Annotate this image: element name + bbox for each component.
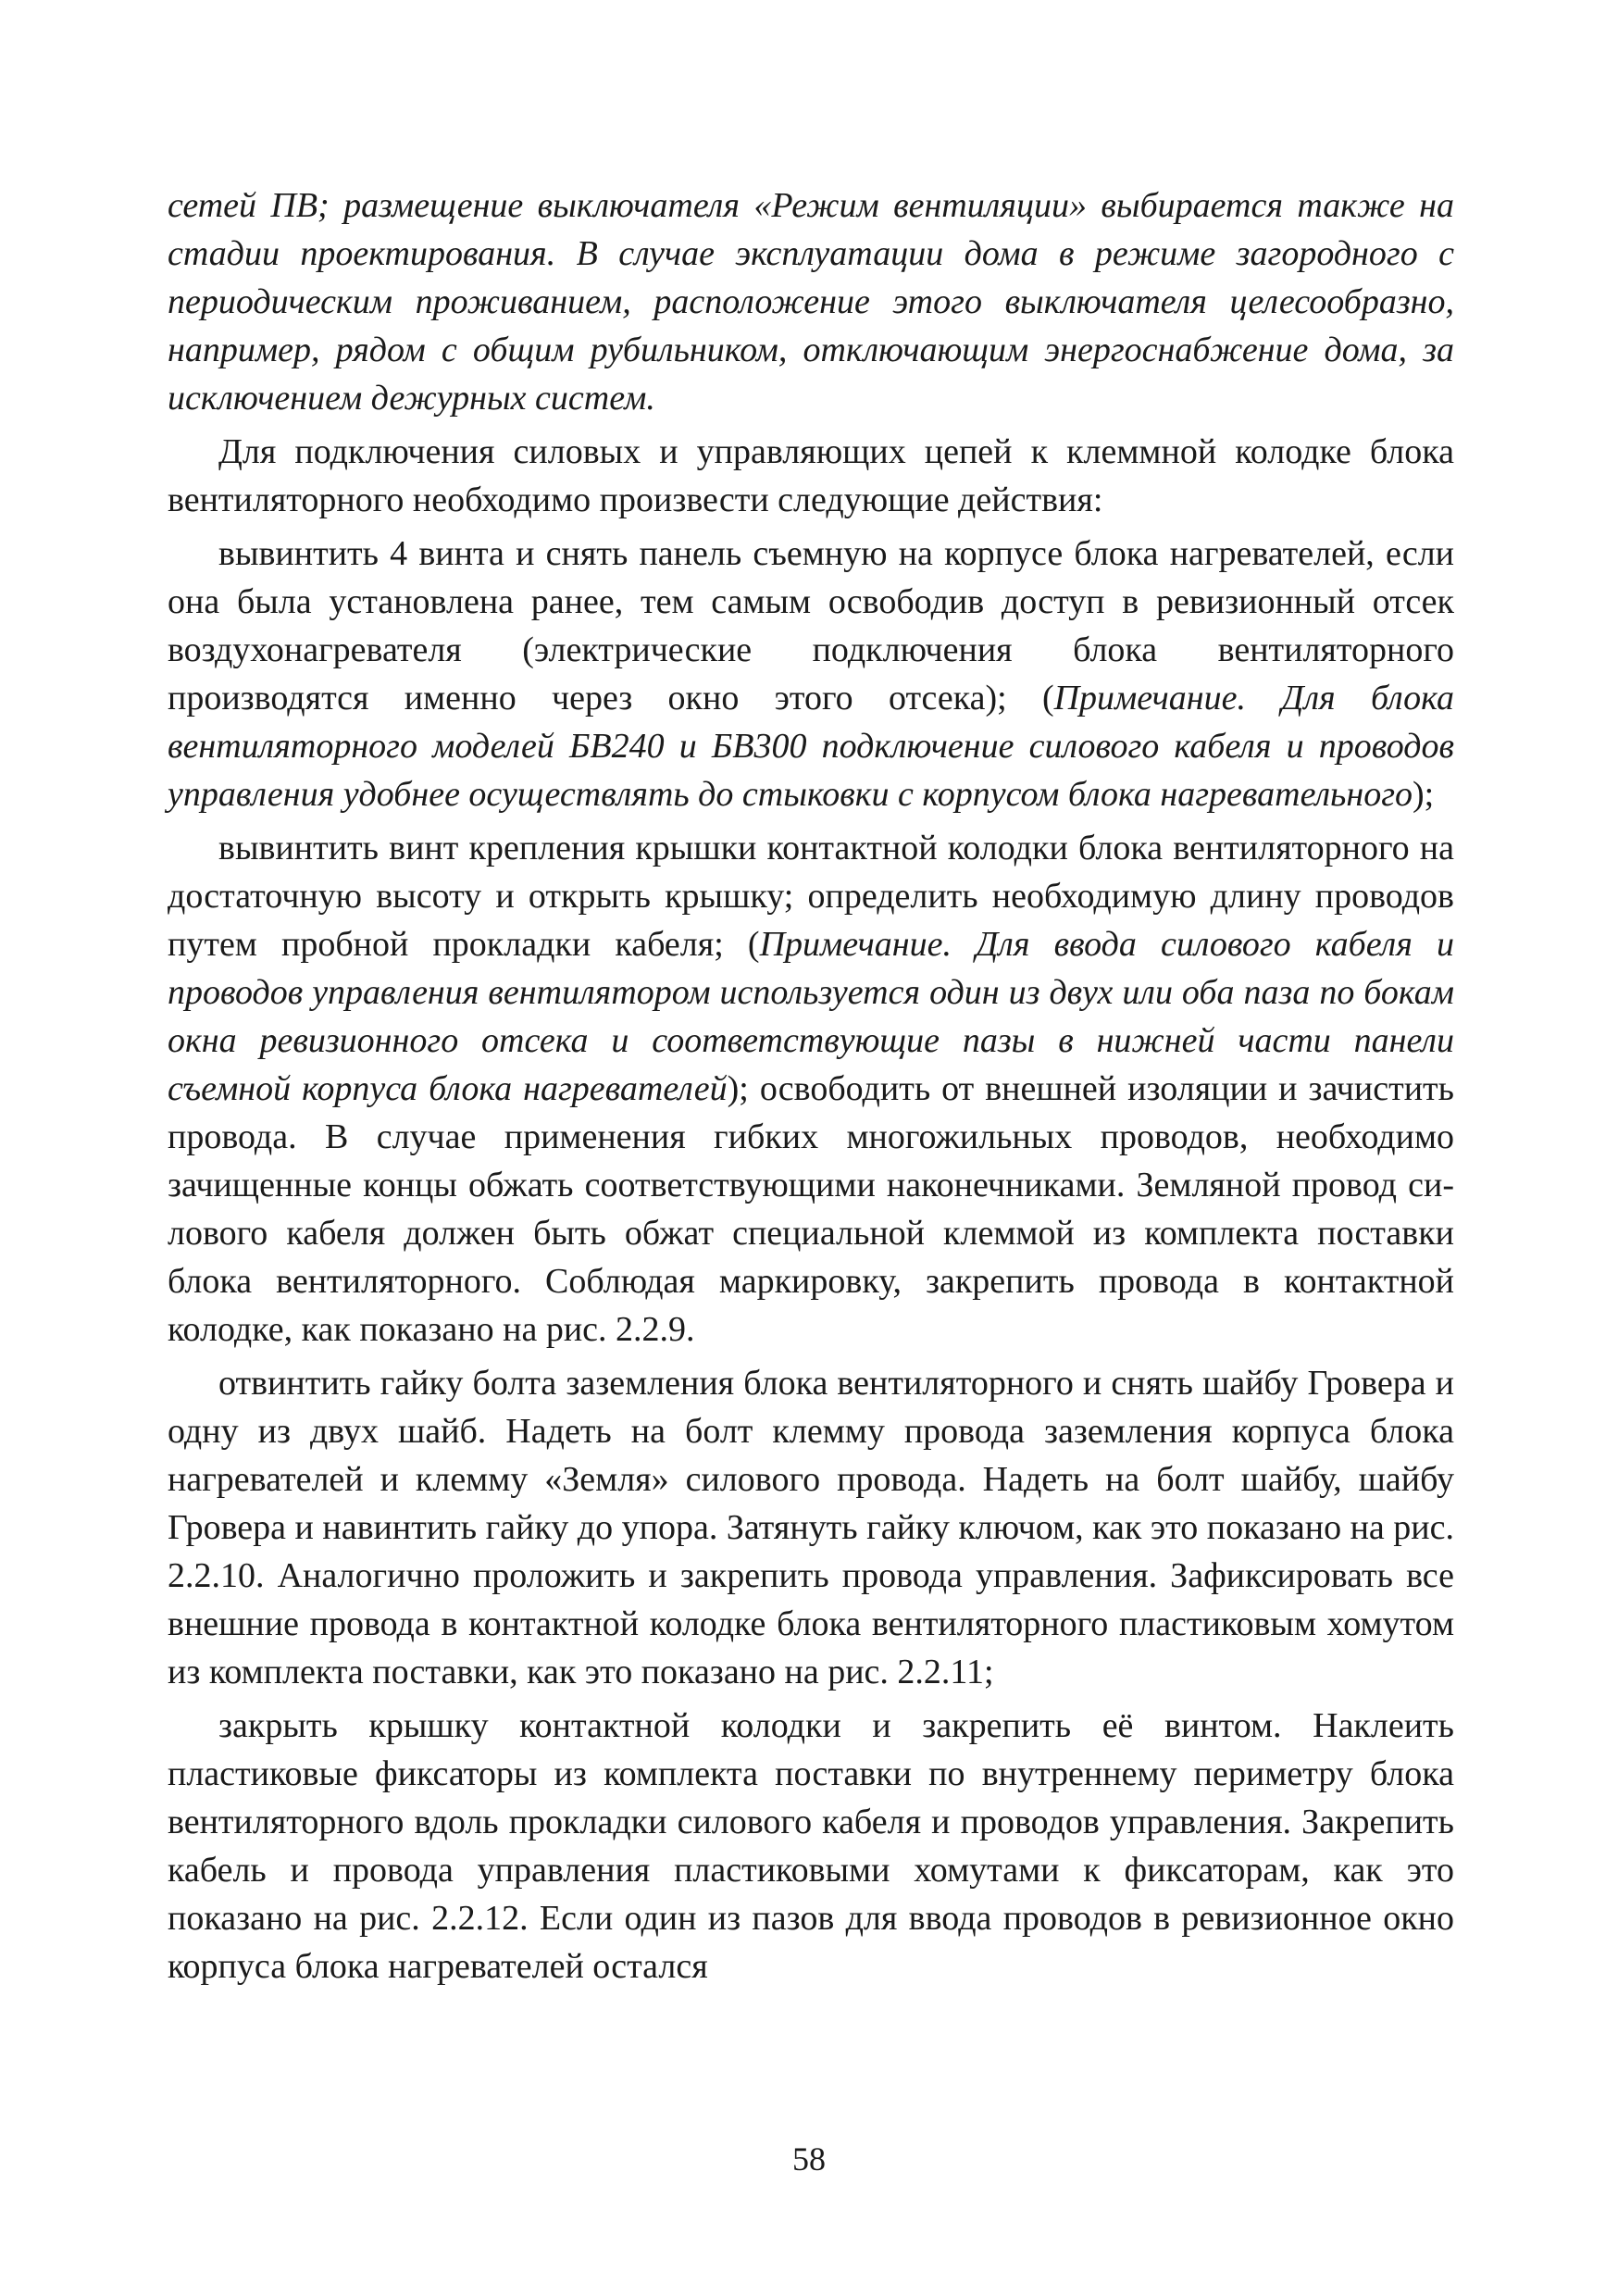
note-text-run: Примечание. Для блока вентиляторного моделей БВ240 и БВ300 подключение силового кабеля и проводов управления удобнее осуществлять до стыковки с корпусом блока нагревательного [168, 679, 1454, 814]
text-run: вывинтить 4 винта и снять панель съемную на корпусе блока нагревателей, если она была установлена ранее, тем самым освободив доступ в ревизионный отсек воздухонагревателя (электрические подключения блока вентиляторного производятся именно через окно этого отсека); ( [168, 534, 1454, 718]
text-run: ); освободить от внешней изоляции и зачистить провода. В случае применения гибких многожильных проводов, необходимо зачищенные концы обжать соответствующими наконечниками. Земляной провод силового кабеля должен быть обжат специальной клеммой из комплекта поставки блока вентиляторного. Соблюдая маркировку, закрепить провода в контактной колодке, как показано на рис. 2.2.9. [168, 1069, 1454, 1349]
text-run: сетей ПВ; размещение выключателя «Режим вентиляции» выбирается также на стадии проектирования. В случае эксплуатации дома в режиме загородного с периодическим проживанием, расположение этого выключателя целесообразно, например, рядом с общим рубильником, отключающим энергоснабжение дома, за исключением дежурных систем. [168, 186, 1454, 418]
text-run: отвинтить гайку болта заземления блока вентиляторного и снять шайбу Гровера и одну из двух шайб. Надеть на болт клемму провода заземления корпуса блока нагревателей и клемму «Земля» силового провода. Надеть на болт шайбу, шайбу Гровера и навинтить гайку до упора. Затянуть гайку ключом, как это показано на рис. 2.2.10. Аналогично проложить и закрепить провода управления. Зафиксировать все внешние провода в контактной колодке блока вентиляторного пластиковым хомутом из комплекта поставки, как это показано на рис. 2.2.11; [168, 1364, 1454, 1691]
page-number: 58 [792, 2140, 826, 2177]
text-run: вывинтить винт крепления крышки контактной колодки блока вентиляторного на достаточную высоту и открыть крышку; определить необходимую длину проводов путем пробной прокладки кабеля; ( [168, 829, 1454, 964]
body-text [168, 181, 1454, 1996]
note-text-run: Примечание. Для ввода силового кабеля и проводов управления вентилятором используется один из двух или оба паза по бокам окна ревизионного отсека и соответствующие пазы в нижней части панели съемной корпуса блока нагревателей [168, 925, 1455, 1108]
paragraph [168, 428, 1454, 524]
text-run: закрыть крышку контактной колодки и закрепить её винтом. Наклеить пластиковые фиксаторы из комплекта поставки по внутреннему периметру блока вентиляторного вдоль прокладки силового кабеля и проводов управления. Закрепить кабель и провода управления пластиковыми хомутами к фиксаторам, как это показано на рис. 2.2.12. Если один из пазов для ввода проводов в ревизионное окно корпуса блока нагревателей остался [168, 1706, 1454, 1986]
paragraph [168, 530, 1454, 818]
paragraph [168, 1702, 1454, 1990]
text-run: ); [1413, 775, 1435, 814]
paragraph [168, 181, 1454, 422]
paragraph [168, 824, 1454, 1354]
text-run: Для подключения силовых и управляющих цепей к клеммной колодке блока вентиляторного необходимо произвести следующие действия: [168, 432, 1454, 519]
paragraph [168, 1359, 1454, 1696]
